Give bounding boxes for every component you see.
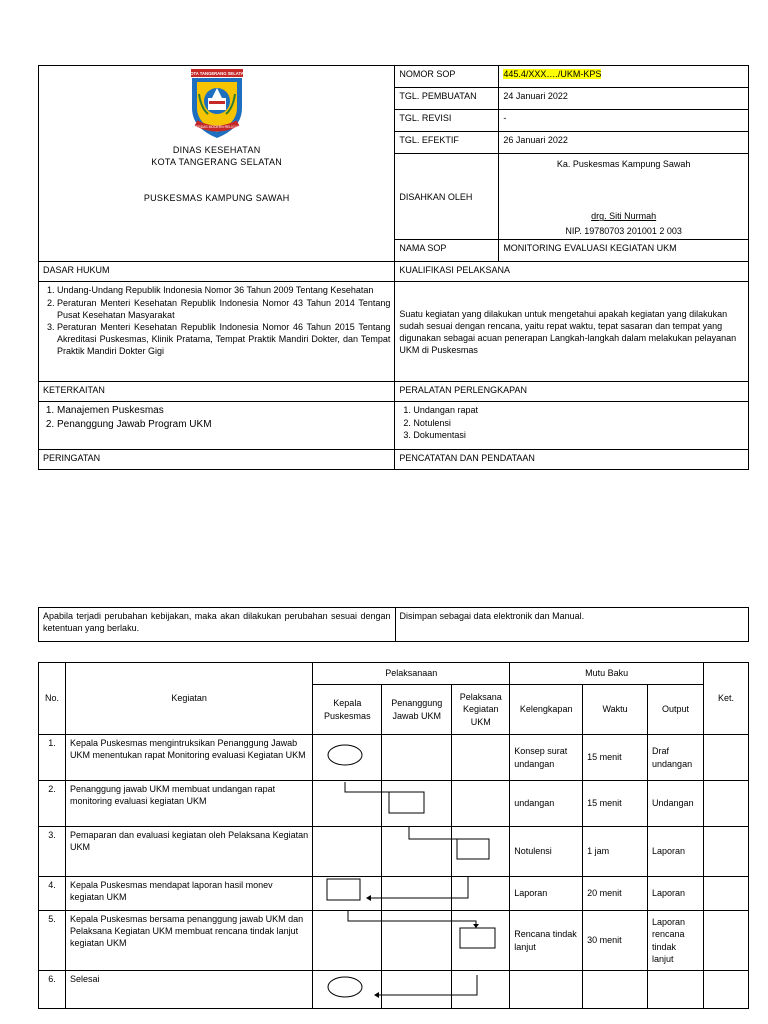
row-output: [648, 971, 704, 1009]
row-output: Laporan rencana tindak lanjut: [648, 911, 704, 971]
pencatatan-label: PENCATATAN DAN PENDATAAN: [395, 450, 749, 470]
dasar-hukum-item: 3. Peraturan Menteri Kesehatan Republik Indonesia Nomor 46 Tahun 2015 Tentang Akreditasi Puskesmas, Klinik Pratama, Tempat Praktik Mandiri Dokter, dan Tempat Praktik Mandiri Dokter Gigi: [57, 321, 390, 357]
pelaksana-cell: [452, 781, 510, 827]
row-waktu: 1 jam: [583, 827, 648, 877]
col-pelaksanaan-header: Pelaksanaan: [313, 663, 510, 685]
row-output: Undangan: [648, 781, 704, 827]
row-kelengkapan: Rencana tindak lanjut: [510, 911, 583, 971]
table-row: [39, 781, 749, 827]
table-row: [39, 971, 749, 1009]
row-waktu: 15 menit: [583, 781, 648, 827]
col-kelengkapan-header: Kelengkapan: [510, 685, 583, 735]
pj-cell: [382, 877, 452, 911]
tgl-efektif-label: TGL. EFEKTIF: [395, 132, 499, 154]
nomor-sop-value-cell: [499, 66, 749, 88]
keterkaitan-list: [43, 404, 390, 431]
tgl-pembuatan-value: 24 Januari 2022: [499, 88, 749, 110]
row-waktu: 15 menit: [583, 735, 648, 781]
org-identity-cell: [39, 66, 395, 262]
peralatan-label: PERALATAN PERLENGKAPAN: [395, 382, 749, 402]
kepala-cell: [313, 971, 382, 1009]
col-pelaksana-header: Pelaksana Kegiatan UKM: [452, 685, 510, 735]
table-row: [39, 735, 749, 781]
row-waktu: 20 menit: [583, 877, 648, 911]
dasar-hukum-label: DASAR HUKUM: [39, 262, 395, 282]
table-row: [39, 827, 749, 877]
nama-sop-value: MONITORING EVALUASI KEGIATAN UKM: [499, 240, 749, 262]
approver-title: Ka. Puskesmas Kampung Sawah: [556, 159, 691, 169]
sop-header-table: [38, 65, 749, 470]
row-kelengkapan: Konsep surat undangan: [510, 735, 583, 781]
row-kelengkapan: Notulensi: [510, 827, 583, 877]
table-row: [39, 877, 749, 911]
org-line-1: DINAS KESEHATAN: [172, 145, 261, 155]
dasar-hukum-item: 1. Undang-Undang Republik Indonesia Nomor 36 Tahun 2009 Tentang Kesehatan: [57, 284, 390, 296]
row-kegiatan: Kepala Puskesmas bersama penanggung jawab UKM dan Pelaksana Kegiatan UKM membuat rencana tindak lanjut kegiatan UKM: [65, 911, 312, 971]
row-kelengkapan: [510, 971, 583, 1009]
dasar-hukum-cell: [39, 282, 395, 382]
peringatan-text: Apabila terjadi perubahan kebijakan, maka akan dilakukan perubahan sesuai dengan ketentuan yang berlaku.: [39, 608, 396, 642]
nomor-sop-label: NOMOR SOP: [395, 66, 499, 88]
pj-cell: [382, 911, 452, 971]
row-waktu: [583, 971, 648, 1009]
peringatan-table: [38, 607, 749, 642]
col-waktu-header: Waktu: [583, 685, 648, 735]
row-ket: [704, 911, 749, 971]
col-ket-header: Ket.: [704, 663, 749, 735]
row-ket: [704, 971, 749, 1009]
row-kegiatan: Selesai: [65, 971, 312, 1009]
row-kelengkapan: undangan: [510, 781, 583, 827]
kualifikasi-text: Suatu kegiatan yang dilakukan untuk mengetahui apakah kegiatan yang dilakukan sudah sesuai dengan rencana, yaitu repat waktu, tepat sasaran dan tempat yang digunakan sebagai acuan penerapan Langkah-langkah dalam melakukan pelayanan UKM di Puskesmas: [395, 282, 749, 382]
flowchart-table: [38, 662, 749, 1009]
row-kelengkapan: Laporan: [510, 877, 583, 911]
row-ket: [704, 827, 749, 877]
row-kegiatan: Penanggung jawab UKM membuat undangan rapat monitoring evaluasi kegiatan UKM: [65, 781, 312, 827]
col-mutu-header: Mutu Baku: [510, 663, 704, 685]
keterkaitan-cell: [39, 402, 395, 450]
tgl-revisi-label: TGL. REVISI: [395, 110, 499, 132]
pj-cell: [382, 971, 452, 1009]
col-no-header: No.: [39, 663, 66, 735]
logo-motto-text: CERDAS MODERN RELIGIUS: [193, 125, 241, 129]
peralatan-list: [399, 404, 744, 440]
row-no: 2.: [39, 781, 66, 827]
row-kegiatan: Kepala Puskesmas mendapat laporan hasil monev kegiatan UKM: [65, 877, 312, 911]
keterkaitan-item: 2. Penanggung Jawab Program UKM: [57, 418, 390, 432]
row-no: 6.: [39, 971, 66, 1009]
disahkan-oleh-label: DISAHKAN OLEH: [395, 154, 499, 240]
approver-nip: NIP. 19780703 201001 2 003: [565, 226, 682, 237]
dasar-hukum-item: 2. Peraturan Menteri Kesehatan Republik Indonesia Nomor 43 Tahun 2014 Tentang Pusat Kesehatan Masyarakat: [57, 297, 390, 321]
peralatan-item: 1. Undangan rapat: [413, 404, 744, 416]
org-line-3: PUSKESMAS KAMPUNG SAWAH: [143, 193, 290, 204]
col-pj-header: Penanggung Jawab UKM: [382, 685, 452, 735]
row-output: Laporan: [648, 827, 704, 877]
pj-cell: [382, 827, 452, 877]
pj-cell: [382, 781, 452, 827]
peralatan-cell: [395, 402, 749, 450]
row-no: 1.: [39, 735, 66, 781]
pj-cell: [382, 735, 452, 781]
pelaksana-cell: [452, 735, 510, 781]
pelaksana-cell: [452, 971, 510, 1009]
tgl-revisi-value: -: [499, 110, 749, 132]
kepala-cell: [313, 911, 382, 971]
row-no: 4.: [39, 877, 66, 911]
approver-name: drg. Siti Nurmah: [591, 211, 657, 222]
row-ket: [704, 781, 749, 827]
row-ket: [704, 735, 749, 781]
pelaksana-cell: [452, 911, 510, 971]
row-output: Draf undangan: [648, 735, 704, 781]
logo-banner-text: KOTA TANGERANG SELATAN: [186, 71, 247, 77]
pelaksana-cell: [452, 827, 510, 877]
col-kepala-header: Kepala Puskesmas: [313, 685, 382, 735]
dasar-hukum-list: [43, 284, 390, 357]
tgl-efektif-value: 26 Januari 2022: [499, 132, 749, 154]
row-kegiatan: Pemaparan dan evaluasi kegiatan oleh Pelaksana Kegiatan UKM: [65, 827, 312, 877]
col-kegiatan-header: Kegiatan: [65, 663, 312, 735]
keterkaitan-label: KETERKAITAN: [39, 382, 395, 402]
row-no: 5.: [39, 911, 66, 971]
row-ket: [704, 877, 749, 911]
row-output: Laporan: [648, 877, 704, 911]
kepala-cell: [313, 735, 382, 781]
kepala-cell: [313, 877, 382, 911]
approver-cell: [499, 154, 749, 240]
kepala-cell: [313, 781, 382, 827]
keterkaitan-item: 1. Manajemen Puskesmas: [57, 404, 390, 418]
peralatan-item: 2. Notulensi: [413, 417, 744, 429]
table-row: [39, 911, 749, 971]
col-output-header: Output: [648, 685, 704, 735]
kualifikasi-label: KUALIFIKASI PELAKSANA: [395, 262, 749, 282]
pelaksana-cell: [452, 877, 510, 911]
row-waktu: 30 menit: [583, 911, 648, 971]
city-emblem-logo: [184, 68, 250, 140]
nomor-sop-value: 445.4/XXX…./UKM-KPS: [503, 69, 602, 79]
row-no: 3.: [39, 827, 66, 877]
tgl-pembuatan-label: TGL. PEMBUATAN: [395, 88, 499, 110]
kepala-cell: [313, 827, 382, 877]
pencatatan-text: Disimpan sebagai data elektronik dan Manual.: [395, 608, 749, 642]
org-line-2: KOTA TANGERANG SELATAN: [151, 157, 283, 168]
row-kegiatan: Kepala Puskesmas mengintruksikan Penanggung Jawab UKM menentukan rapat Monitoring evaluasi Kegiatan UKM: [65, 735, 312, 781]
peringatan-label: PERINGATAN: [39, 450, 395, 470]
peralatan-item: 3. Dokumentasi: [413, 429, 744, 441]
nama-sop-label: NAMA SOP: [395, 240, 499, 262]
